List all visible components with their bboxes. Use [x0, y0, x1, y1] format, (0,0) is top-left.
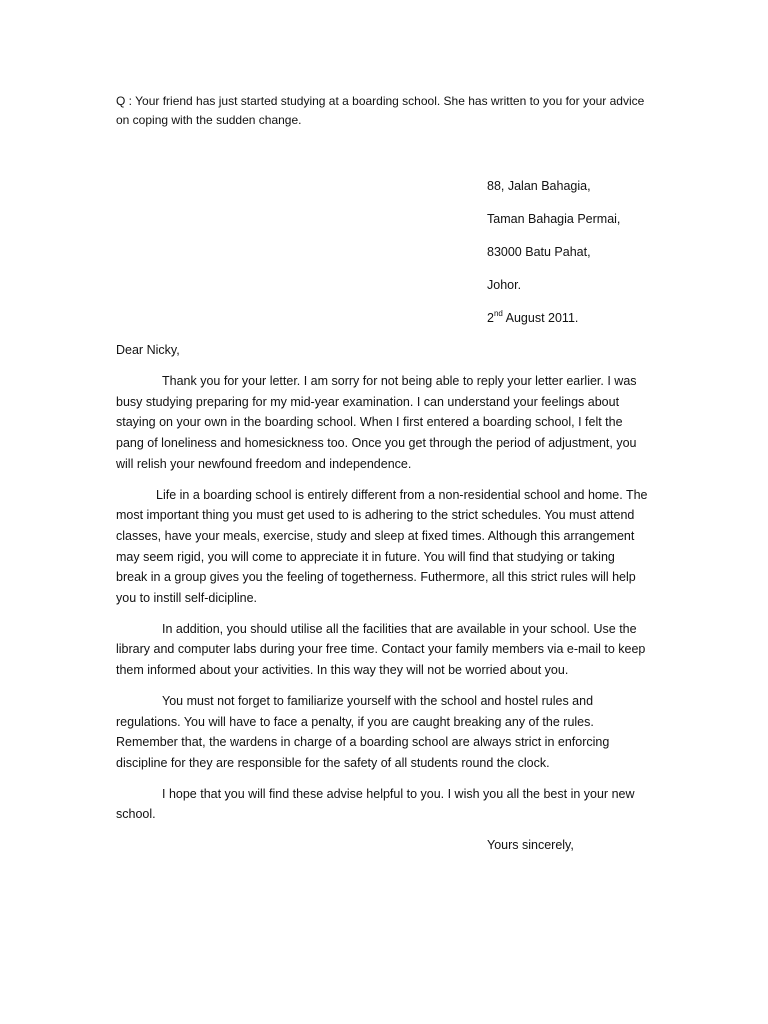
paragraph-1: Thank you for your letter. I am sorry for not being able to reply your letter earlier. I was busy studying preparing for my mid-year examination. I can understand your feelings about staying on your own in the boarding school. When I first entered a boarding school, I felt the pang of loneliness and homesickness too. Once you get through the period of adjustment, you will relish your newfound freedom and independence.: [116, 374, 637, 471]
letter-body: [116, 371, 648, 835]
date-day: 2: [487, 311, 494, 325]
paragraph-2: Life in a boarding school is entirely different from a non-residential school and home. The most important thing you must get used to is adhering to the strict schedules. You must attend classes, have your meals, exercise, study and sleep at fixed times. Although this arrangement may seem rigid, you will come to appreciate it in future. You will find that studying or taking break in a group gives you the feeling of togetherness. Futhermore, all this strict rules will help you to instill self-dicipline.: [116, 487, 648, 606]
address-line-street: 88, Jalan Bahagia,: [487, 179, 591, 193]
address-line-area: Taman Bahagia Permai,: [487, 212, 621, 226]
salutation: Dear Nicky,: [116, 343, 180, 357]
letter-date: [487, 308, 687, 341]
date-month-year: August 2011.: [502, 311, 579, 325]
closing: Yours sincerely,: [487, 838, 574, 852]
paragraph-5: I hope that you will find these advise helpful to you. I wish you all the best in your new school.: [116, 786, 635, 822]
sender-address: [487, 176, 687, 341]
address-line-city: 83000 Batu Pahat,: [487, 245, 591, 259]
address-line-state: Johor.: [487, 278, 522, 292]
paragraph-4: You must not forget to familiarize yourself with the school and hostel rules and regulations. You will have to face a penalty, if you are caught breaking any of the rules. Remember that, the wardens in charge of a boarding school are always strict in enforcing discipline for they are responsible for the safety of all students round the clock.: [116, 693, 610, 770]
paragraph-3: In addition, you should utilise all the facilities that are available in your school. Use the library and computer labs during your free time. Contact your family members via e-mail to keep them informed about your activities. In this way they will not be worried about you.: [116, 621, 646, 678]
question-prompt: Q : Your friend has just started studying at a boarding school. She has written to you for your advice on coping with the sudden change.: [116, 94, 645, 127]
date-suffix: nd: [493, 308, 503, 318]
